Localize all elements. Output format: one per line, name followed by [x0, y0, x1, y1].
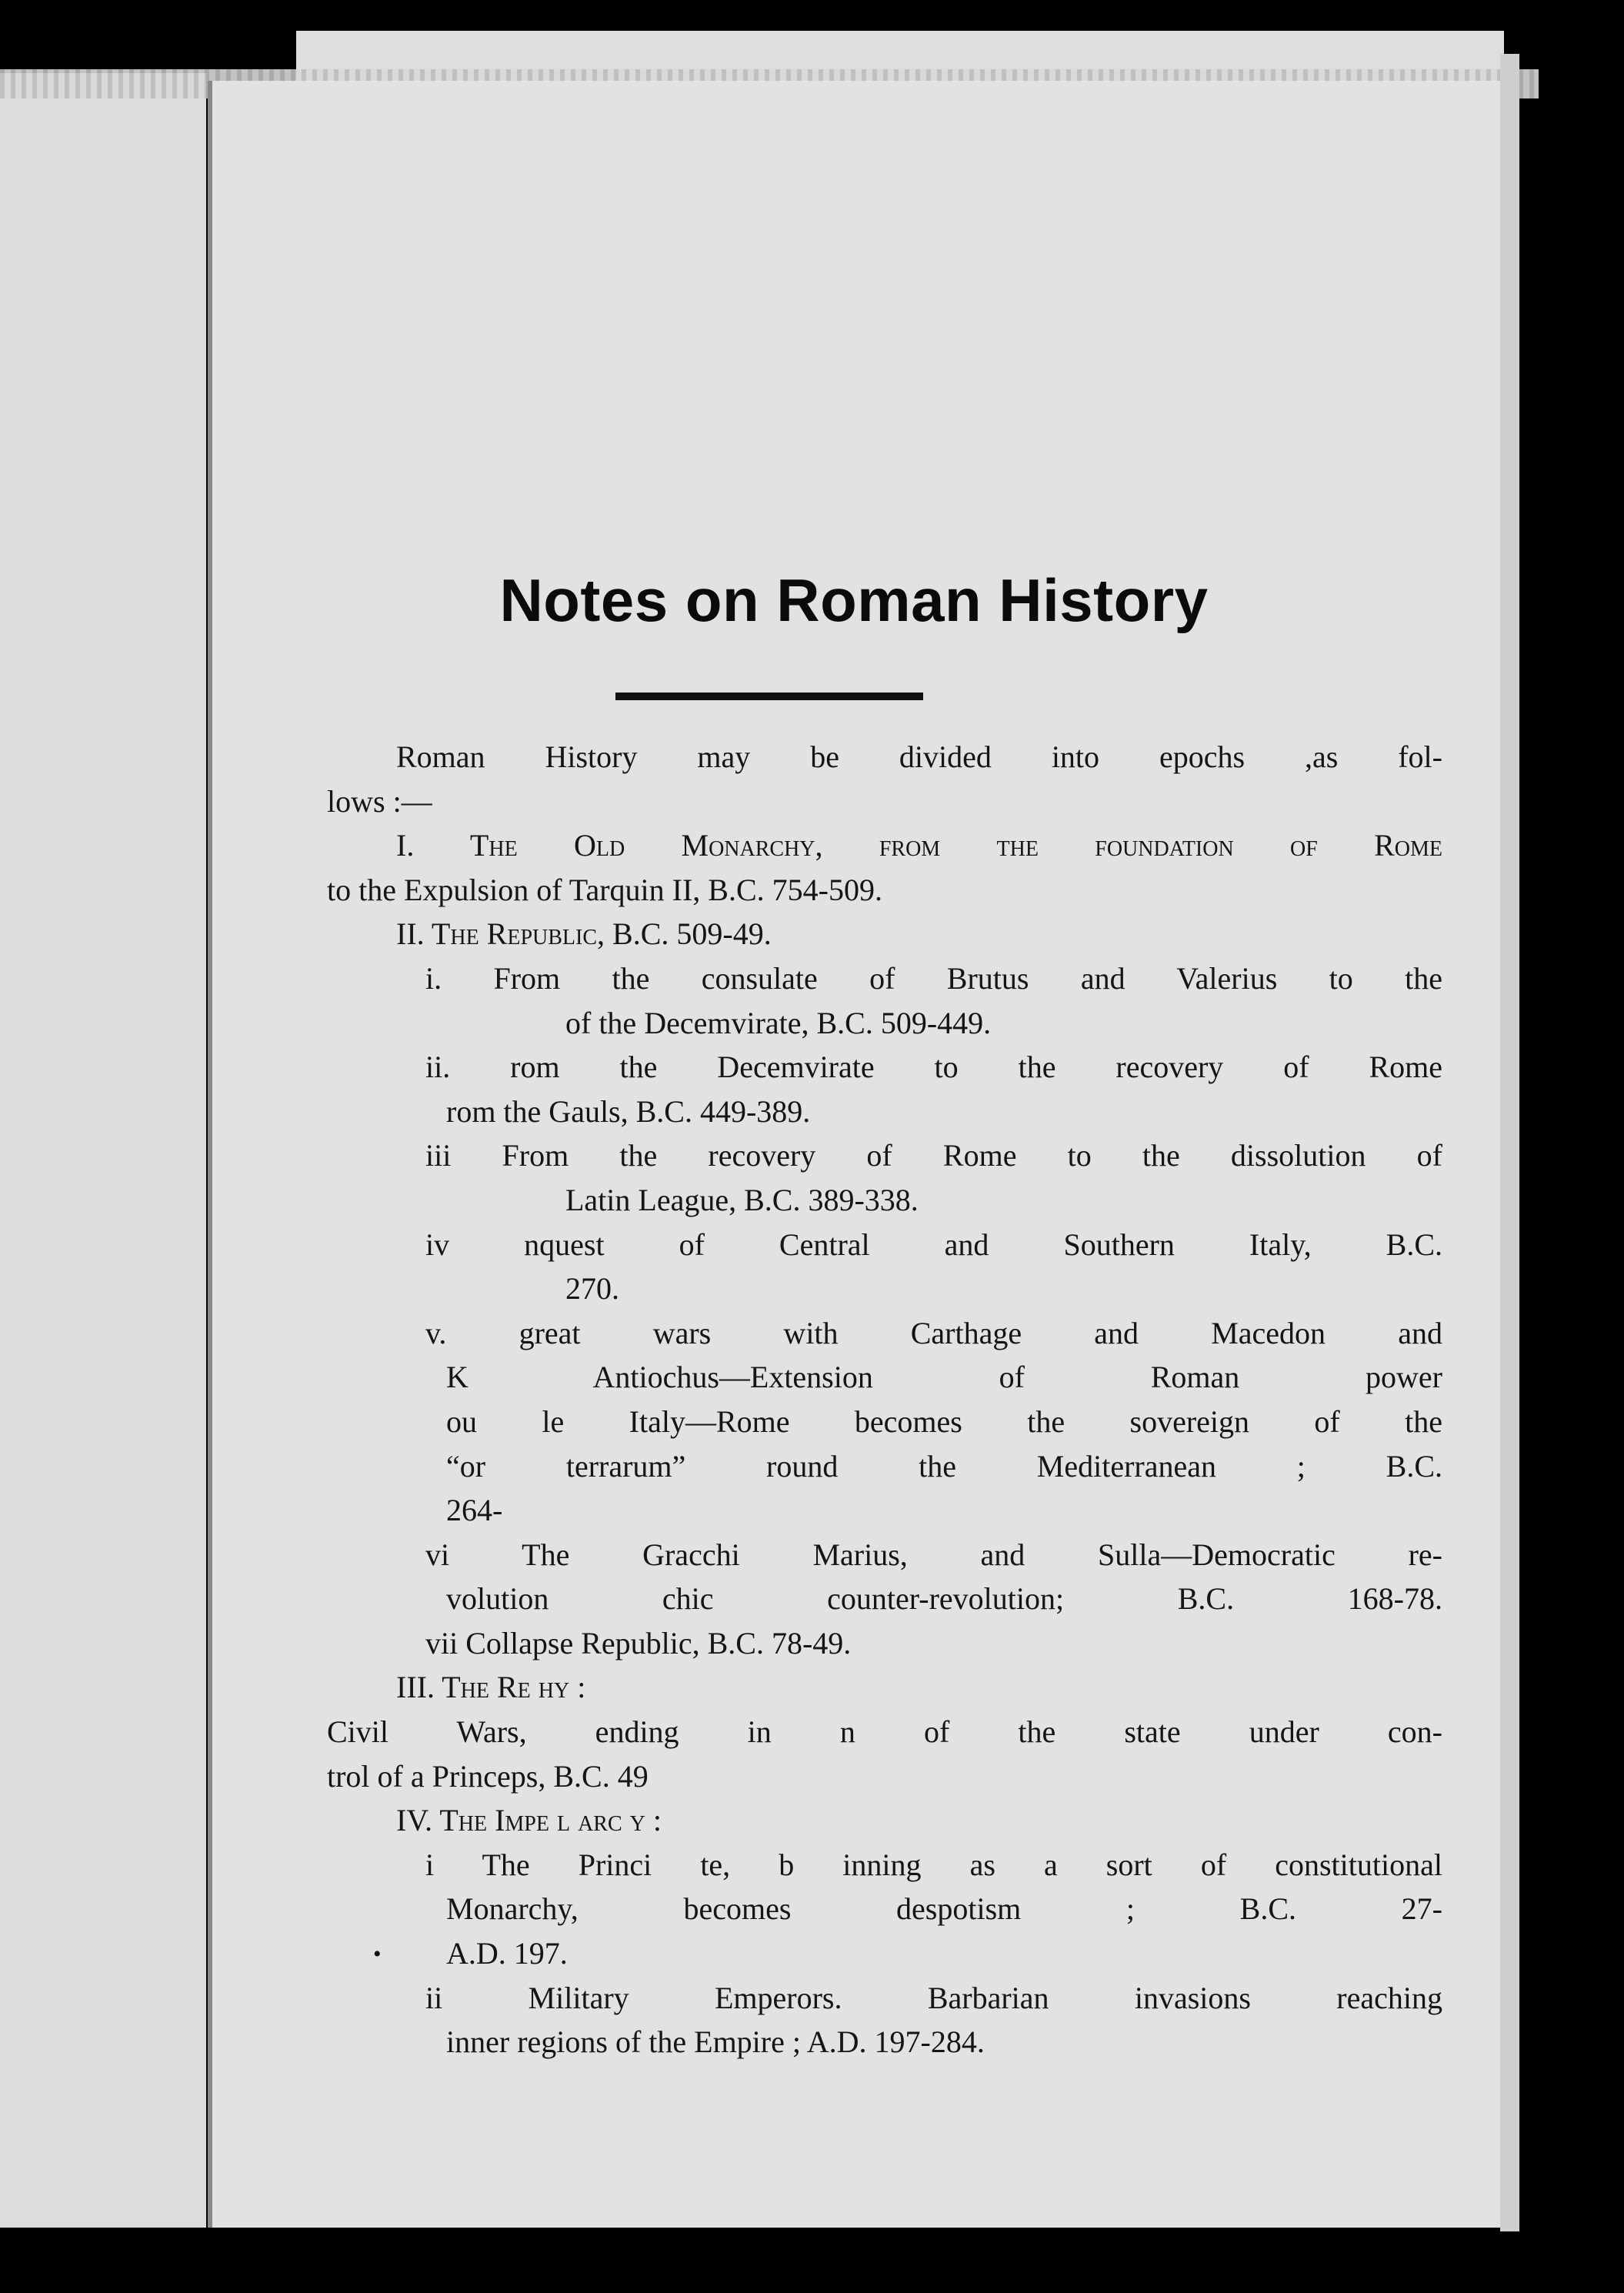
list-item: ii. rom the Decemvirate to the recovery of Rome — [425, 1050, 1442, 1085]
list-item: “or terrarum” round the Mediterranean ; B.C. — [446, 1448, 1442, 1484]
list-item: i The Princi te, b inning as a sort of constitutional — [425, 1847, 1442, 1882]
list-item: inner regions of the Empire ; A.D. 197-284. — [446, 2024, 985, 2060]
list-item: rom the Gauls, B.C. 449-389. — [446, 1093, 811, 1129]
list-item: i. From the consulate of Brutus and Valerius to the — [425, 960, 1442, 996]
bullet-mark: • — [373, 1941, 382, 1967]
right-page-edge — [1500, 54, 1519, 2231]
section-text: to the Expulsion of Tarquin II, B.C. 754-509. — [327, 872, 882, 907]
list-item: Latin League, B.C. 389-338. — [565, 1182, 919, 1217]
list-item: iii From the recovery of Rome to the dissolution of — [425, 1138, 1442, 1173]
page-title: Notes on Roman History — [499, 566, 1209, 634]
list-item: 264- — [446, 1493, 503, 1528]
document-page — [208, 81, 1500, 2228]
list-item: v. great wars with Carthage and Macedon and — [425, 1315, 1442, 1350]
list-item: K Antiochus—Extension of Roman power — [446, 1360, 1442, 1395]
intro-line: Roman History may be divided into epochs ,as fol- — [396, 739, 1442, 774]
list-item: 270. — [565, 1271, 619, 1307]
list-item: vi The Gracchi Marius, and Sulla—Democratic re- — [425, 1537, 1442, 1572]
title-rule — [615, 693, 923, 700]
section-heading: IV. The Impe l arc y : — [396, 1803, 662, 1838]
section-text: Civil Wars, ending in n of the state under con- — [327, 1714, 1442, 1750]
list-item: ii Military Emperors. Barbarian invasions reaching — [425, 1980, 1442, 2015]
section-heading: I. The Old Monarchy, from the foundation of Rome — [396, 828, 1442, 863]
list-item: volution chic counter-revolution; B.C. 168-78. — [446, 1581, 1442, 1617]
list-item: ou le Italy—Rome becomes the sovereign of the — [446, 1404, 1442, 1439]
list-item: iv nquest of Central and Southern Italy, B.C. — [425, 1227, 1442, 1262]
body-text — [327, 735, 1442, 2064]
section-heading: II. The Republic, B.C. 509-49. — [396, 916, 772, 952]
list-item: Monarchy, becomes despotism ; B.C. 27- — [446, 1891, 1442, 1927]
section-heading: III. The Re hy : — [396, 1670, 586, 1705]
list-item: vii Collapse Republic, B.C. 78-49. — [425, 1625, 852, 1661]
list-item: A.D. 197. — [446, 1936, 568, 1971]
section-text: trol of a Princeps, B.C. 49 — [327, 1758, 649, 1794]
intro-line: lows :— — [327, 783, 432, 819]
list-item: of the Decemvirate, B.C. 509-449. — [565, 1005, 992, 1040]
left-page-edge — [0, 73, 206, 2228]
